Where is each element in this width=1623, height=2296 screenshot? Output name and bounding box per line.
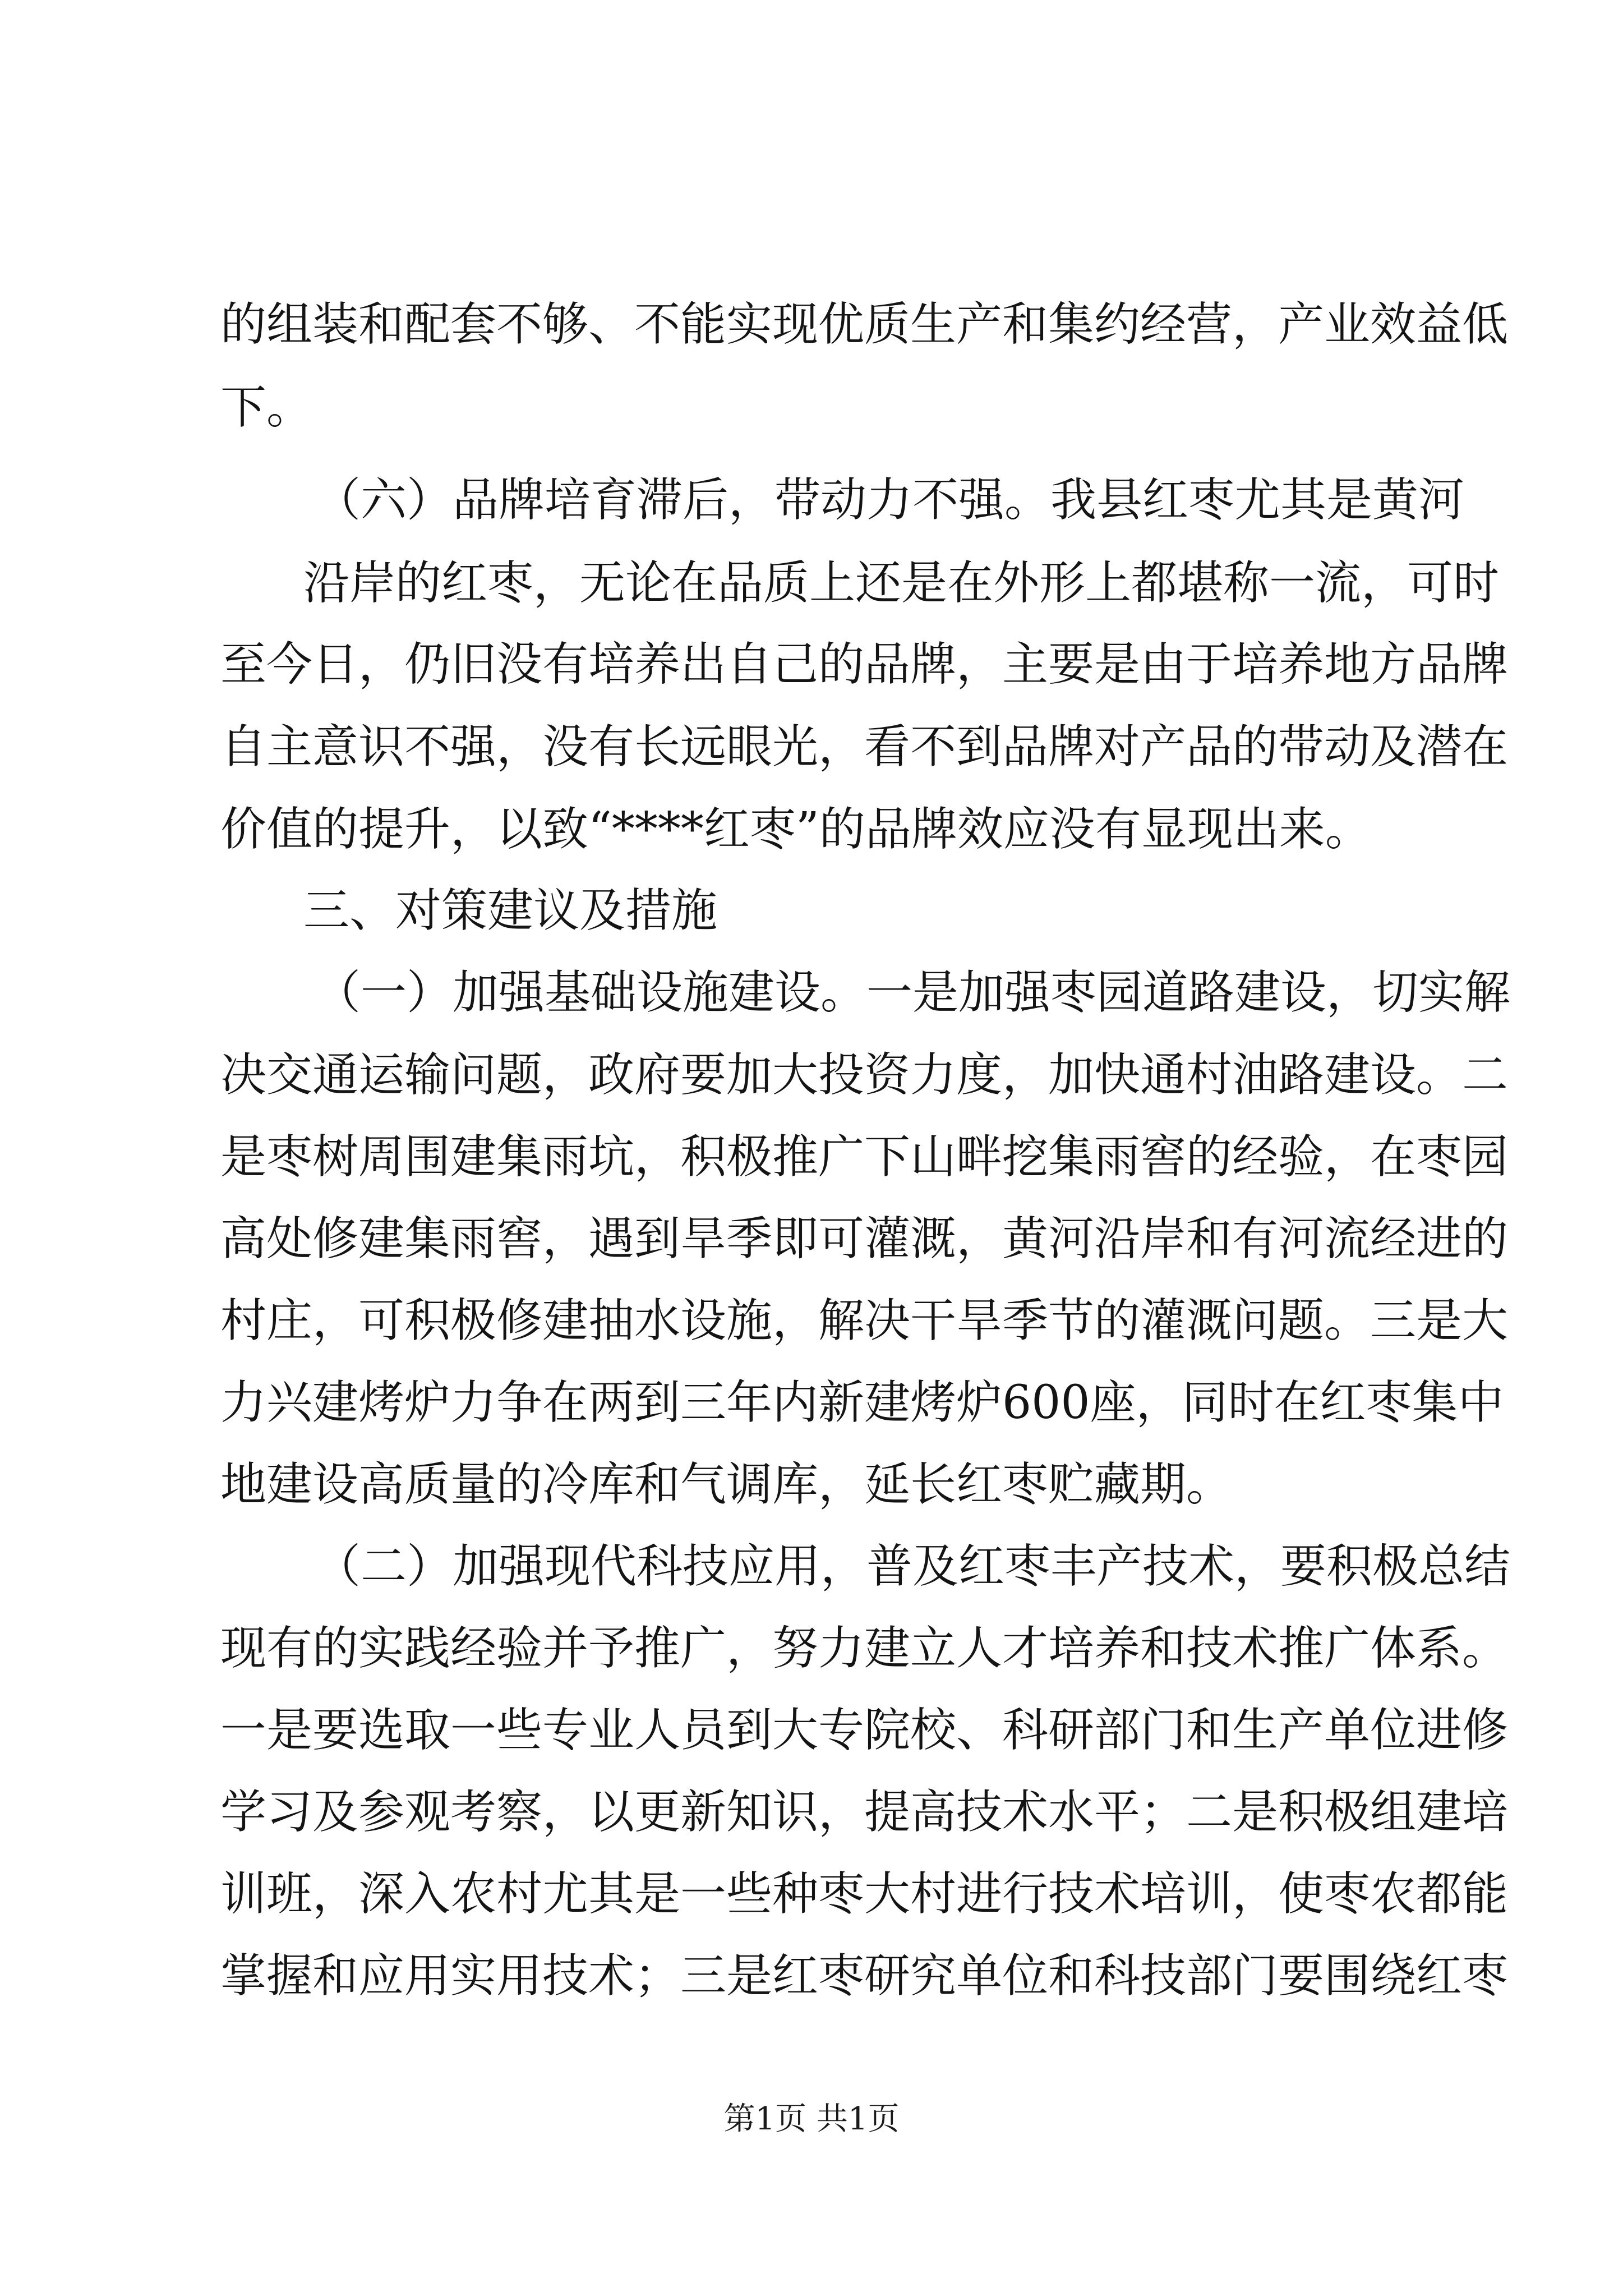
text-line: 的组装和配套不够、不能实现优质生产和集约经营，产业效益低	[220, 298, 1509, 351]
paragraph-heading: （一）加强基础设施建设。一是加强枣园道路建设，切实解	[315, 966, 1511, 1019]
text-line: 学习及参观考察，以更新知识，提高技术水平；二是积极组建培	[220, 1786, 1509, 1839]
text-line: 高处修建集雨窖，遇到旱季即可灌溉，黄河沿岸和有河流经进的	[220, 1212, 1509, 1266]
text-line: 村庄，可积极修建抽水设施，解决干旱季节的灌溉问题。三是大	[220, 1294, 1509, 1347]
text-line: 力兴建烤炉力争在两到三年内新建烤炉600座，同时在红枣集中	[220, 1376, 1504, 1429]
text-line: 下。	[220, 381, 313, 434]
text-line: 是枣树周围建集雨坑，积极推广下山畔挖集雨窖的经验，在枣园	[220, 1130, 1509, 1184]
text-line: 决交通运输问题，政府要加大投资力度，加快通村油路建设。二	[220, 1048, 1509, 1102]
paragraph-heading: （六）品牌培育滞后，带动力不强。我县红枣尤其是黄河	[315, 473, 1465, 527]
text-line: 现有的实践经验并予推广，努力建立人才培养和技术推广体系。	[220, 1622, 1509, 1675]
text-line: 至今日，仍旧没有培养出自己的品牌，主要是由于培养地方品牌	[220, 638, 1509, 691]
section-heading: 三、对策建议及措施	[303, 884, 718, 937]
text-line: 训班，深入农村尤其是一些种枣大村进行技术培训，使枣农都能	[220, 1867, 1509, 1921]
text-line: 价值的提升，以致“****红枣”的品牌效应没有显现出来。	[220, 803, 1371, 856]
text-line: 沿岸的红枣，无论在品质上还是在外形上都堪称一流，可时	[303, 556, 1500, 610]
text-line: 地建设高质量的冷库和气调库，延长红枣贮藏期。	[220, 1458, 1233, 1511]
page-footer: 第1页 共1页	[723, 2101, 900, 2137]
paragraph-heading: （二）加强现代科技应用，普及红枣丰产技术，要积极总结	[315, 1540, 1511, 1593]
text-line: 自主意识不强，没有长远眼光，看不到品牌对产品的带动及潜在	[220, 720, 1509, 774]
text-line: 一是要选取一些专业人员到大专院校、科研部门和生产单位进修	[220, 1704, 1509, 1757]
text-line: 掌握和应用实用技术；三是红枣研究单位和科技部门要围绕红枣	[220, 1949, 1509, 2003]
